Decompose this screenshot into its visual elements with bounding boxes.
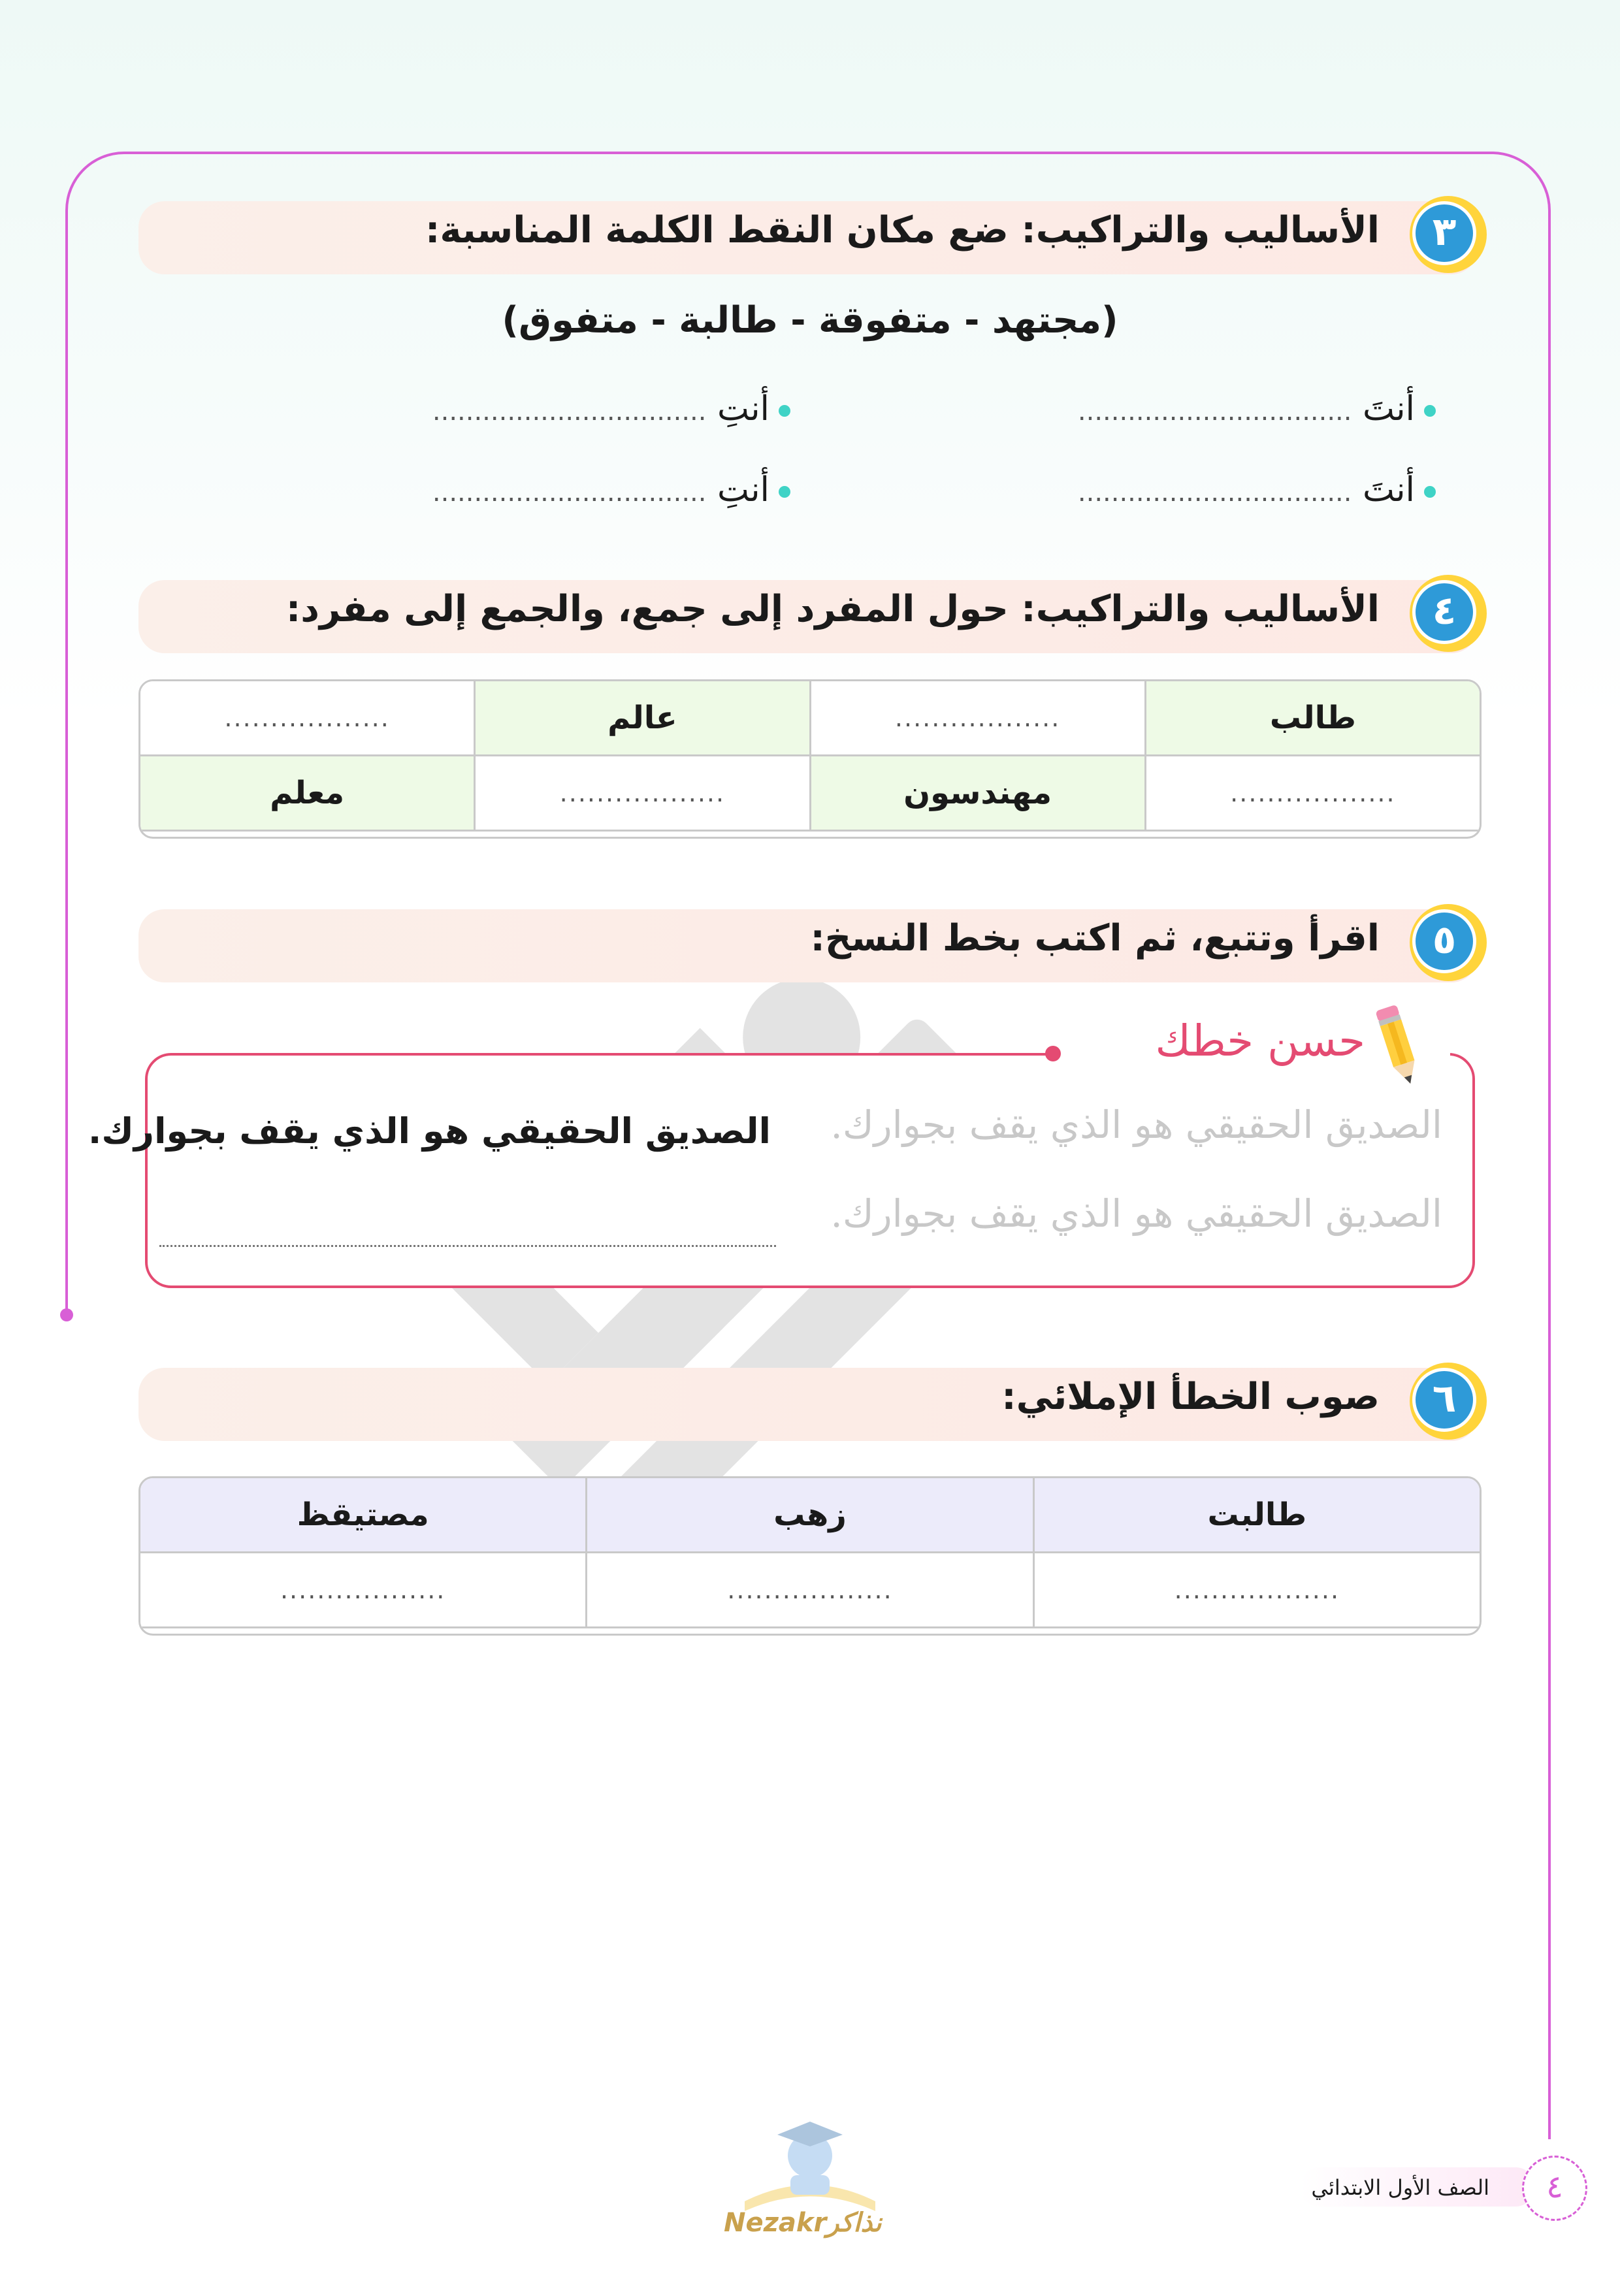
word-bank: (مجتهد - متفوقة - طالبة - متفوق) xyxy=(502,299,1118,342)
model-sentence: الصديق الحقيقي هو الذي يقف بجوارك. xyxy=(88,1110,771,1152)
table-row xyxy=(140,1478,1481,1553)
fill-item-4[interactable] xyxy=(432,470,790,509)
frame-end-dot xyxy=(60,1308,73,1321)
trace-line-2[interactable]: الصديق الحقيقي هو الذي يقف بجوارك. xyxy=(830,1191,1442,1236)
table-cell: زهب xyxy=(587,1478,1033,1553)
section-5-title: اقرأ وتتبع، ثم اكتب بخط النسخ: xyxy=(810,917,1380,960)
spelling-table xyxy=(138,1476,1482,1636)
fill-label: أنتَ xyxy=(1363,470,1415,509)
fill-blank[interactable]: ................................. xyxy=(1077,477,1352,508)
plural-table xyxy=(138,679,1482,839)
answer-cell[interactable]: .................. xyxy=(140,1553,587,1628)
plural-grid xyxy=(138,679,1482,832)
table-cell: مهندسون xyxy=(810,756,1145,831)
bullet-icon xyxy=(1424,486,1436,498)
pencil-icon xyxy=(1369,999,1427,1091)
fill-blank[interactable]: ................................. xyxy=(1077,396,1352,427)
fill-blank[interactable]: ................................. xyxy=(432,396,707,427)
section-3-number: ٣ xyxy=(1412,201,1476,265)
section-3-title: الأساليب والتراكيب: ضع مكان النقط الكلمة المناسبة: xyxy=(425,209,1380,251)
footer-grade: الصف الأول الابتدائي xyxy=(1311,2175,1489,2200)
answer-cell[interactable]: .................. xyxy=(587,1553,1033,1628)
bullet-icon xyxy=(1424,405,1436,417)
section-5-number: ٥ xyxy=(1412,909,1476,973)
fill-label: أنتِ xyxy=(717,389,770,428)
table-row xyxy=(140,681,1481,756)
section-5-badge xyxy=(1410,904,1487,981)
trace-line-1[interactable]: الصديق الحقيقي هو الذي يقف بجوارك. xyxy=(830,1103,1442,1147)
fill-blank[interactable]: ................................. xyxy=(432,477,707,508)
section-6-header xyxy=(138,1368,1478,1441)
section-3-header xyxy=(138,201,1478,274)
handwriting-label: حسن خطك xyxy=(1155,1016,1365,1066)
handwriting-dot xyxy=(1045,1046,1061,1061)
section-4-title: الأساليب والتراكيب: حول المفرد إلى جمع، والجمع إلى مفرد: xyxy=(285,588,1380,630)
section-6-number: ٦ xyxy=(1412,1368,1476,1432)
table-row xyxy=(140,756,1481,831)
section-4-number: ٤ xyxy=(1412,580,1476,644)
fill-item-3[interactable] xyxy=(1078,470,1436,509)
answer-cell[interactable]: .................. xyxy=(810,681,1145,756)
fill-label: أنتَ xyxy=(1363,389,1415,428)
answer-cell[interactable]: .................. xyxy=(140,681,475,756)
fill-label: أنتِ xyxy=(717,470,770,509)
table-cell: عالم xyxy=(475,681,810,756)
spelling-grid xyxy=(138,1476,1482,1628)
writing-line[interactable] xyxy=(159,1245,776,1247)
table-cell: مصتيقظ xyxy=(140,1478,587,1553)
answer-cell[interactable]: .................. xyxy=(475,756,810,831)
table-cell: طالبت xyxy=(1033,1478,1480,1553)
frame-gap xyxy=(63,1319,71,2169)
table-cell: طالب xyxy=(1145,681,1480,756)
brand-logo-text: Nezakrنذاكر xyxy=(724,2208,882,2238)
section-6-title: صوب الخطأ الإملائي: xyxy=(1001,1376,1380,1418)
section-3-badge xyxy=(1410,196,1487,273)
answer-cell[interactable]: .................. xyxy=(1033,1553,1480,1628)
bullet-icon xyxy=(779,486,790,498)
bullet-icon xyxy=(779,405,790,417)
fill-item-1[interactable] xyxy=(1078,389,1436,428)
answer-cell[interactable]: .................. xyxy=(1145,756,1480,831)
handwriting-box xyxy=(145,1053,1475,1288)
table-row xyxy=(140,1553,1481,1628)
fill-item-2[interactable] xyxy=(432,389,790,428)
section-5-header xyxy=(138,909,1478,982)
section-4-header xyxy=(138,580,1478,653)
page-number: ٤ xyxy=(1522,2156,1587,2221)
table-cell: معلم xyxy=(140,756,475,831)
section-6-badge xyxy=(1410,1363,1487,1440)
section-4-badge xyxy=(1410,575,1487,652)
